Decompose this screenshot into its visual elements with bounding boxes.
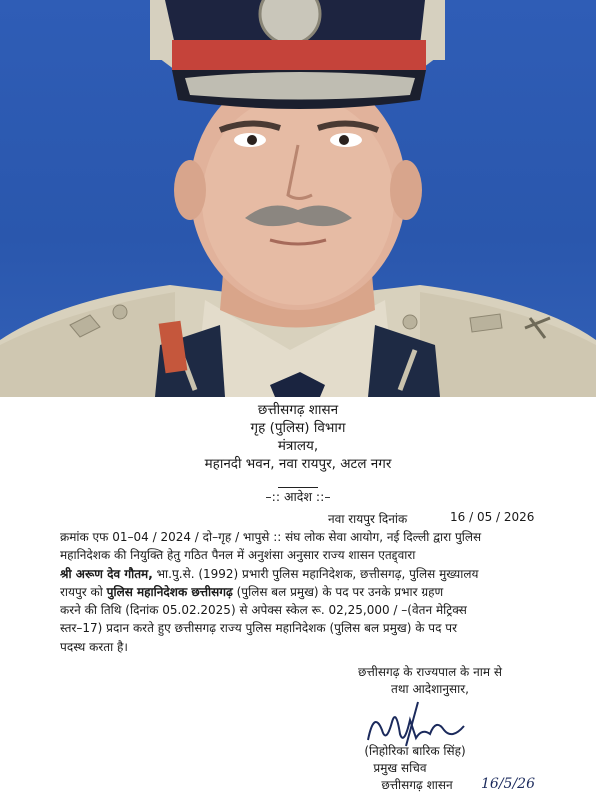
order-body-line: श्री अरूण देव गौतम, भा.पु.से. (1992) प्रभारी पुलिस महानिदेशक, छत्तीसगढ़, पुलिस मुख्यालय bbox=[60, 566, 479, 581]
by-order-line-1: छत्तीसगढ़ के राज्यपाल के नाम से bbox=[358, 665, 502, 679]
order-body-line: करने की तिथि (दिनांक 05.02.2025) से अपेक्स स्केल रू. 02,25,000 / –(वेतन मेट्रिक्स bbox=[60, 603, 467, 618]
officer-portrait-illustration bbox=[0, 0, 596, 397]
ministry-name: मंत्रालय, bbox=[277, 438, 319, 454]
order-date: 16 / 05 / 2026 bbox=[450, 510, 535, 524]
appointed-post: पुलिस महानिदेशक छत्तीसगढ़ bbox=[106, 584, 233, 599]
order-body-line: स्तर–17) प्रदान करते हुए छत्तीसगढ़ राज्य पुलिस महानिदेशक (पुलिस बल प्रमुख) के पद पर bbox=[60, 621, 457, 636]
department-name: गृह (पुलिस) विभाग bbox=[250, 420, 346, 436]
government-name: छत्तीसगढ़ शासन bbox=[257, 402, 339, 418]
by-order-line-2: तथा आदेशानुसार, bbox=[391, 682, 469, 696]
order-body-line: रायपुर को पुलिस महानिदेशक छत्तीसगढ़ (पुलिस बल प्रमुख) के पद पर उनके प्रभार ग्रहण bbox=[60, 584, 444, 599]
order-body bbox=[60, 528, 526, 656]
signatory-designation: प्रमुख सचिव bbox=[373, 761, 427, 775]
handwritten-date: 16/5/26 bbox=[481, 776, 535, 792]
office-address: महानदी भवन, नवा रायपुर, अटल नगर bbox=[204, 456, 392, 472]
place-date-label: नवा रायपुर दिनांक bbox=[328, 512, 408, 526]
officer-name: श्री अरूण देव गौतम, bbox=[60, 566, 153, 581]
order-body-line: क्रमांक एफ 01–04 / 2024 / दो–गृह / भापुसे :: संघ लोक सेवा आयोग, नई दिल्ली द्वारा पुलिस bbox=[60, 530, 482, 544]
officer-photo bbox=[0, 0, 596, 397]
order-title: –:: आदेश ::– bbox=[265, 489, 331, 504]
order-body-line: पदस्थ करता है। bbox=[60, 639, 128, 654]
signatory-name: (निहोरिका बारिक सिंह) bbox=[364, 744, 466, 758]
signatory-office: छत्तीसगढ़ शासन bbox=[381, 778, 453, 792]
order-body-line: महानिदेशक की नियुक्ति हेतु गठित पैनल में अनुशंसा अनुसार राज्य शासन एतद्द्वारा bbox=[60, 548, 416, 563]
